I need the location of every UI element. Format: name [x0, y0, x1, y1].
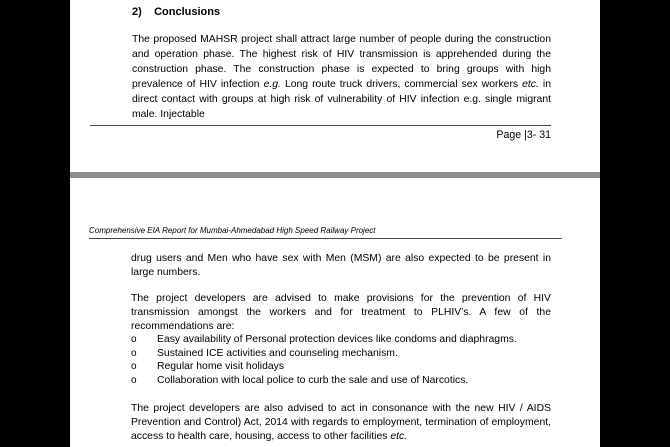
- paragraph-eg: e.g.: [263, 79, 281, 90]
- hiv-paragraph-text: The project developers are also advised to act in consonance with the new HIV / AIDS Prevention and Control) Act, 2014 with regards to employment, termination of employment, access to health care, housing, access to other facilities: [131, 403, 551, 442]
- recommendation-paragraph: The project developers are advised to make provisions for the prevention of HIV transmission amongst the workers and for treatment to PLHIV’s. A few of the recommendations are:: [131, 293, 551, 332]
- bullet-icon: o: [131, 361, 137, 372]
- section-title: Conclusions: [154, 6, 221, 18]
- bullet-icon: o: [131, 334, 137, 345]
- conclusions-paragraph: [132, 32, 551, 122]
- running-header: Comprehensive EIA Report for Mumbai-Ahmedabad High Speed Railway Project: [89, 226, 376, 235]
- paragraph-etc: etc.: [522, 79, 539, 90]
- hiv-paragraph-etc: etc.: [390, 431, 408, 442]
- recommendation-list: [131, 333, 551, 387]
- list-item: [131, 333, 551, 347]
- paragraph-text-middle: Long route truck drivers, commercial sex workers: [280, 79, 523, 90]
- document-page-top: [70, 0, 600, 172]
- paragraph-text-start: The proposed MAHSR project shall attract large number of people during the construction and operation phase. The highest risk of HIV transmission is apprehended during the construction phase. The construction phase is expected to bring groups with high prevalence of HIV infection: [132, 34, 551, 90]
- section-heading: [132, 6, 220, 18]
- list-item-text: Sustained ICE activities and counseling mechanism.: [157, 347, 398, 359]
- bullet-icon: o: [131, 374, 137, 386]
- list-item-text: Easy availability of Personal protection devices like condoms and diaphragms.: [157, 334, 517, 345]
- page-number: Page |3- 31: [496, 129, 551, 141]
- hiv-act-paragraph: [131, 402, 551, 444]
- document-page-bottom: [70, 178, 600, 447]
- list-item-text: Regular home visit holidays: [157, 361, 285, 372]
- footer-divider: [90, 125, 551, 126]
- bullet-icon: o: [131, 347, 137, 359]
- section-number: 2): [132, 6, 142, 18]
- paragraph-text-end: in direct contact with groups at high risk of vulnerability of HIV infection e.g. single migrant male. Injectable: [132, 79, 551, 120]
- list-item-text: Collaboration with local police to curb the sale and use of Narcotics.: [157, 374, 469, 386]
- list-item: [131, 347, 551, 361]
- list-item: [131, 374, 551, 388]
- header-divider: [89, 238, 562, 239]
- list-item: [131, 360, 551, 374]
- continuation-paragraph: drug users and Men who have sex with Men (MSM) are also expected to be present in large numbers.: [131, 253, 551, 278]
